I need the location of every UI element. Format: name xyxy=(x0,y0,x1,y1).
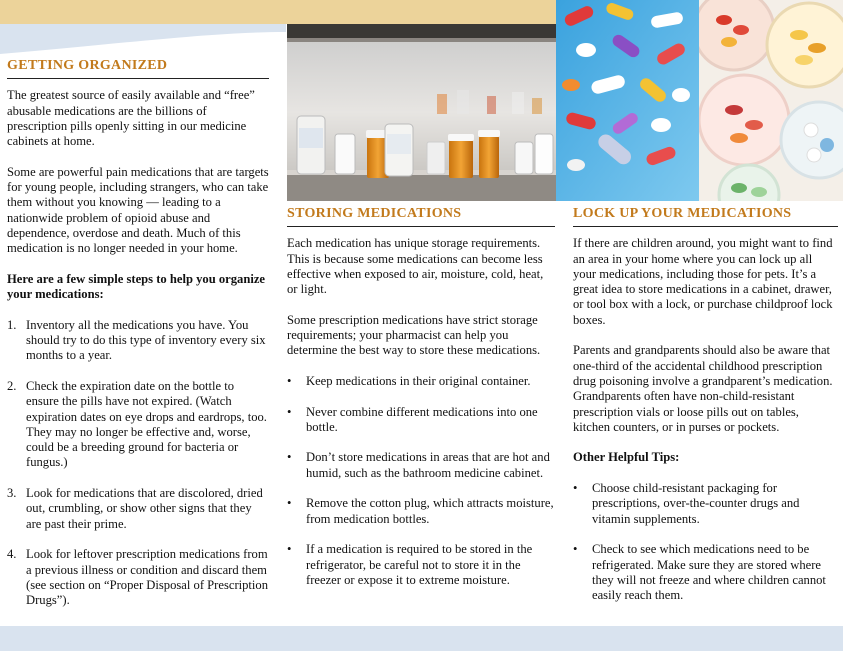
paragraph: The greatest source of easily available and “free” abusable medications are the billions of prescription pills openly sitting in our medicine cabinets at home. xyxy=(7,88,255,149)
section-heading: GETTING ORGANIZED xyxy=(7,58,269,79)
bullet-text: Keep medications in their original container. xyxy=(306,373,531,388)
list-item xyxy=(7,486,269,532)
bottom-color-band xyxy=(0,626,843,651)
bullet-text: If a medication is required to be stored in the refrigerator, be careful not to store it in the freezer or expose it to extreme moisture. xyxy=(306,542,533,587)
column-lock-up-medications xyxy=(573,206,838,619)
list-item xyxy=(287,450,555,481)
pharmacy-shelf-photo xyxy=(287,24,556,201)
list-item xyxy=(573,542,838,603)
paragraph: Parents and grandparents should also be aware that one-third of the accidental childhood prescription drug poisoning involve a grandparent’s medication. Grandparents often have non-child-resistant prescription vials or loose pills out on tables, kitchen counters, or in purses or pockets. xyxy=(573,343,833,434)
bullet-glyph: • xyxy=(573,481,578,496)
paragraph: Each medication has unique storage requirements. This is because some medications can become less effective when exposed to air, moisture, cold, heat, or light. xyxy=(287,236,544,297)
pills-in-bowls-photo xyxy=(699,0,843,201)
step-text: Check the expiration date on the bottle to ensure the pills have not expired. (Watch expiration dates on eye drops and eardrops, too. They may no longer be effective and, worse, could be a breeding ground for bacteria or fungus.) xyxy=(26,378,267,470)
step-number: 2. xyxy=(7,378,17,393)
steps-intro: Here are a few simple steps to help you organize your medications: xyxy=(7,271,266,302)
paragraph: Some are powerful pain medications that are targets for young people, including strangers, who can take them without you knowing — leading to a nationwide problem of opioid abuse and dependence, overdose and death. Much of this medication is no longer needed in your home. xyxy=(7,164,269,256)
list-item xyxy=(287,496,555,527)
pills-on-blue-photo xyxy=(556,0,699,201)
bullet-glyph: • xyxy=(573,542,578,557)
paragraph: Some prescription medications have strict storage requirements; your pharmacist can help you determine the best way to store these medications. xyxy=(287,312,541,358)
tips-heading: Other Helpful Tips: xyxy=(573,450,680,465)
bullet-text: Choose child-resistant packaging for prescriptions, over-the-counter drugs and vitamin supplements. xyxy=(592,481,800,526)
list-item xyxy=(287,542,555,588)
bullet-text: Never combine different medications into one bottle. xyxy=(306,404,538,434)
bullet-list xyxy=(573,481,838,603)
bullet-text: Remove the cotton plug, which attracts moisture, from medication bottles. xyxy=(306,496,554,526)
bullet-glyph: • xyxy=(287,450,292,465)
bullet-glyph: • xyxy=(287,542,292,557)
steps-list xyxy=(7,318,269,609)
list-item xyxy=(7,547,269,608)
step-number: 3. xyxy=(7,486,17,501)
list-item xyxy=(573,481,838,527)
step-text: Look for leftover prescription medications from a previous illness or condition and discard them (see section on “Proper Disposal of Prescription Drugs”). xyxy=(26,547,269,608)
section-heading: LOCK UP YOUR MEDICATIONS xyxy=(573,206,838,227)
bullet-glyph: • xyxy=(287,404,292,419)
column-storing-medications xyxy=(287,206,555,603)
list-item xyxy=(287,374,555,389)
bullet-text: Check to see which medications need to be refrigerated. Make sure they are stored where they will not freeze and where children cannot easily reach them. xyxy=(592,542,826,603)
paragraph: If there are children around, you might want to find an area in your home where you can lock up all your medications, including those for pets. It’s a great idea to store medications in a cabinet, drawer, or tool box with a lock, or purchase childproof lock boxes. xyxy=(573,236,833,327)
list-item xyxy=(7,318,269,364)
bullet-glyph: • xyxy=(287,373,292,388)
bullet-text: Don’t store medications in areas that are hot and humid, such as the bathroom medicine cabinet. xyxy=(306,450,550,480)
step-text: Inventory all the medications you have. You should try to do this type of inventory every six months to a year. xyxy=(26,317,266,363)
column-getting-organized xyxy=(7,58,269,624)
list-item xyxy=(287,405,555,436)
bullet-list xyxy=(287,374,555,588)
step-number: 4. xyxy=(7,547,17,562)
step-text: Look for medications that are discolored, dried out, crumbling, or show other signs that they are past their prime. xyxy=(26,486,263,531)
list-item xyxy=(7,379,269,471)
step-number: 1. xyxy=(7,317,17,332)
section-heading: STORING MEDICATIONS xyxy=(287,206,555,227)
top-color-band xyxy=(0,0,556,24)
bullet-glyph: • xyxy=(287,496,292,511)
